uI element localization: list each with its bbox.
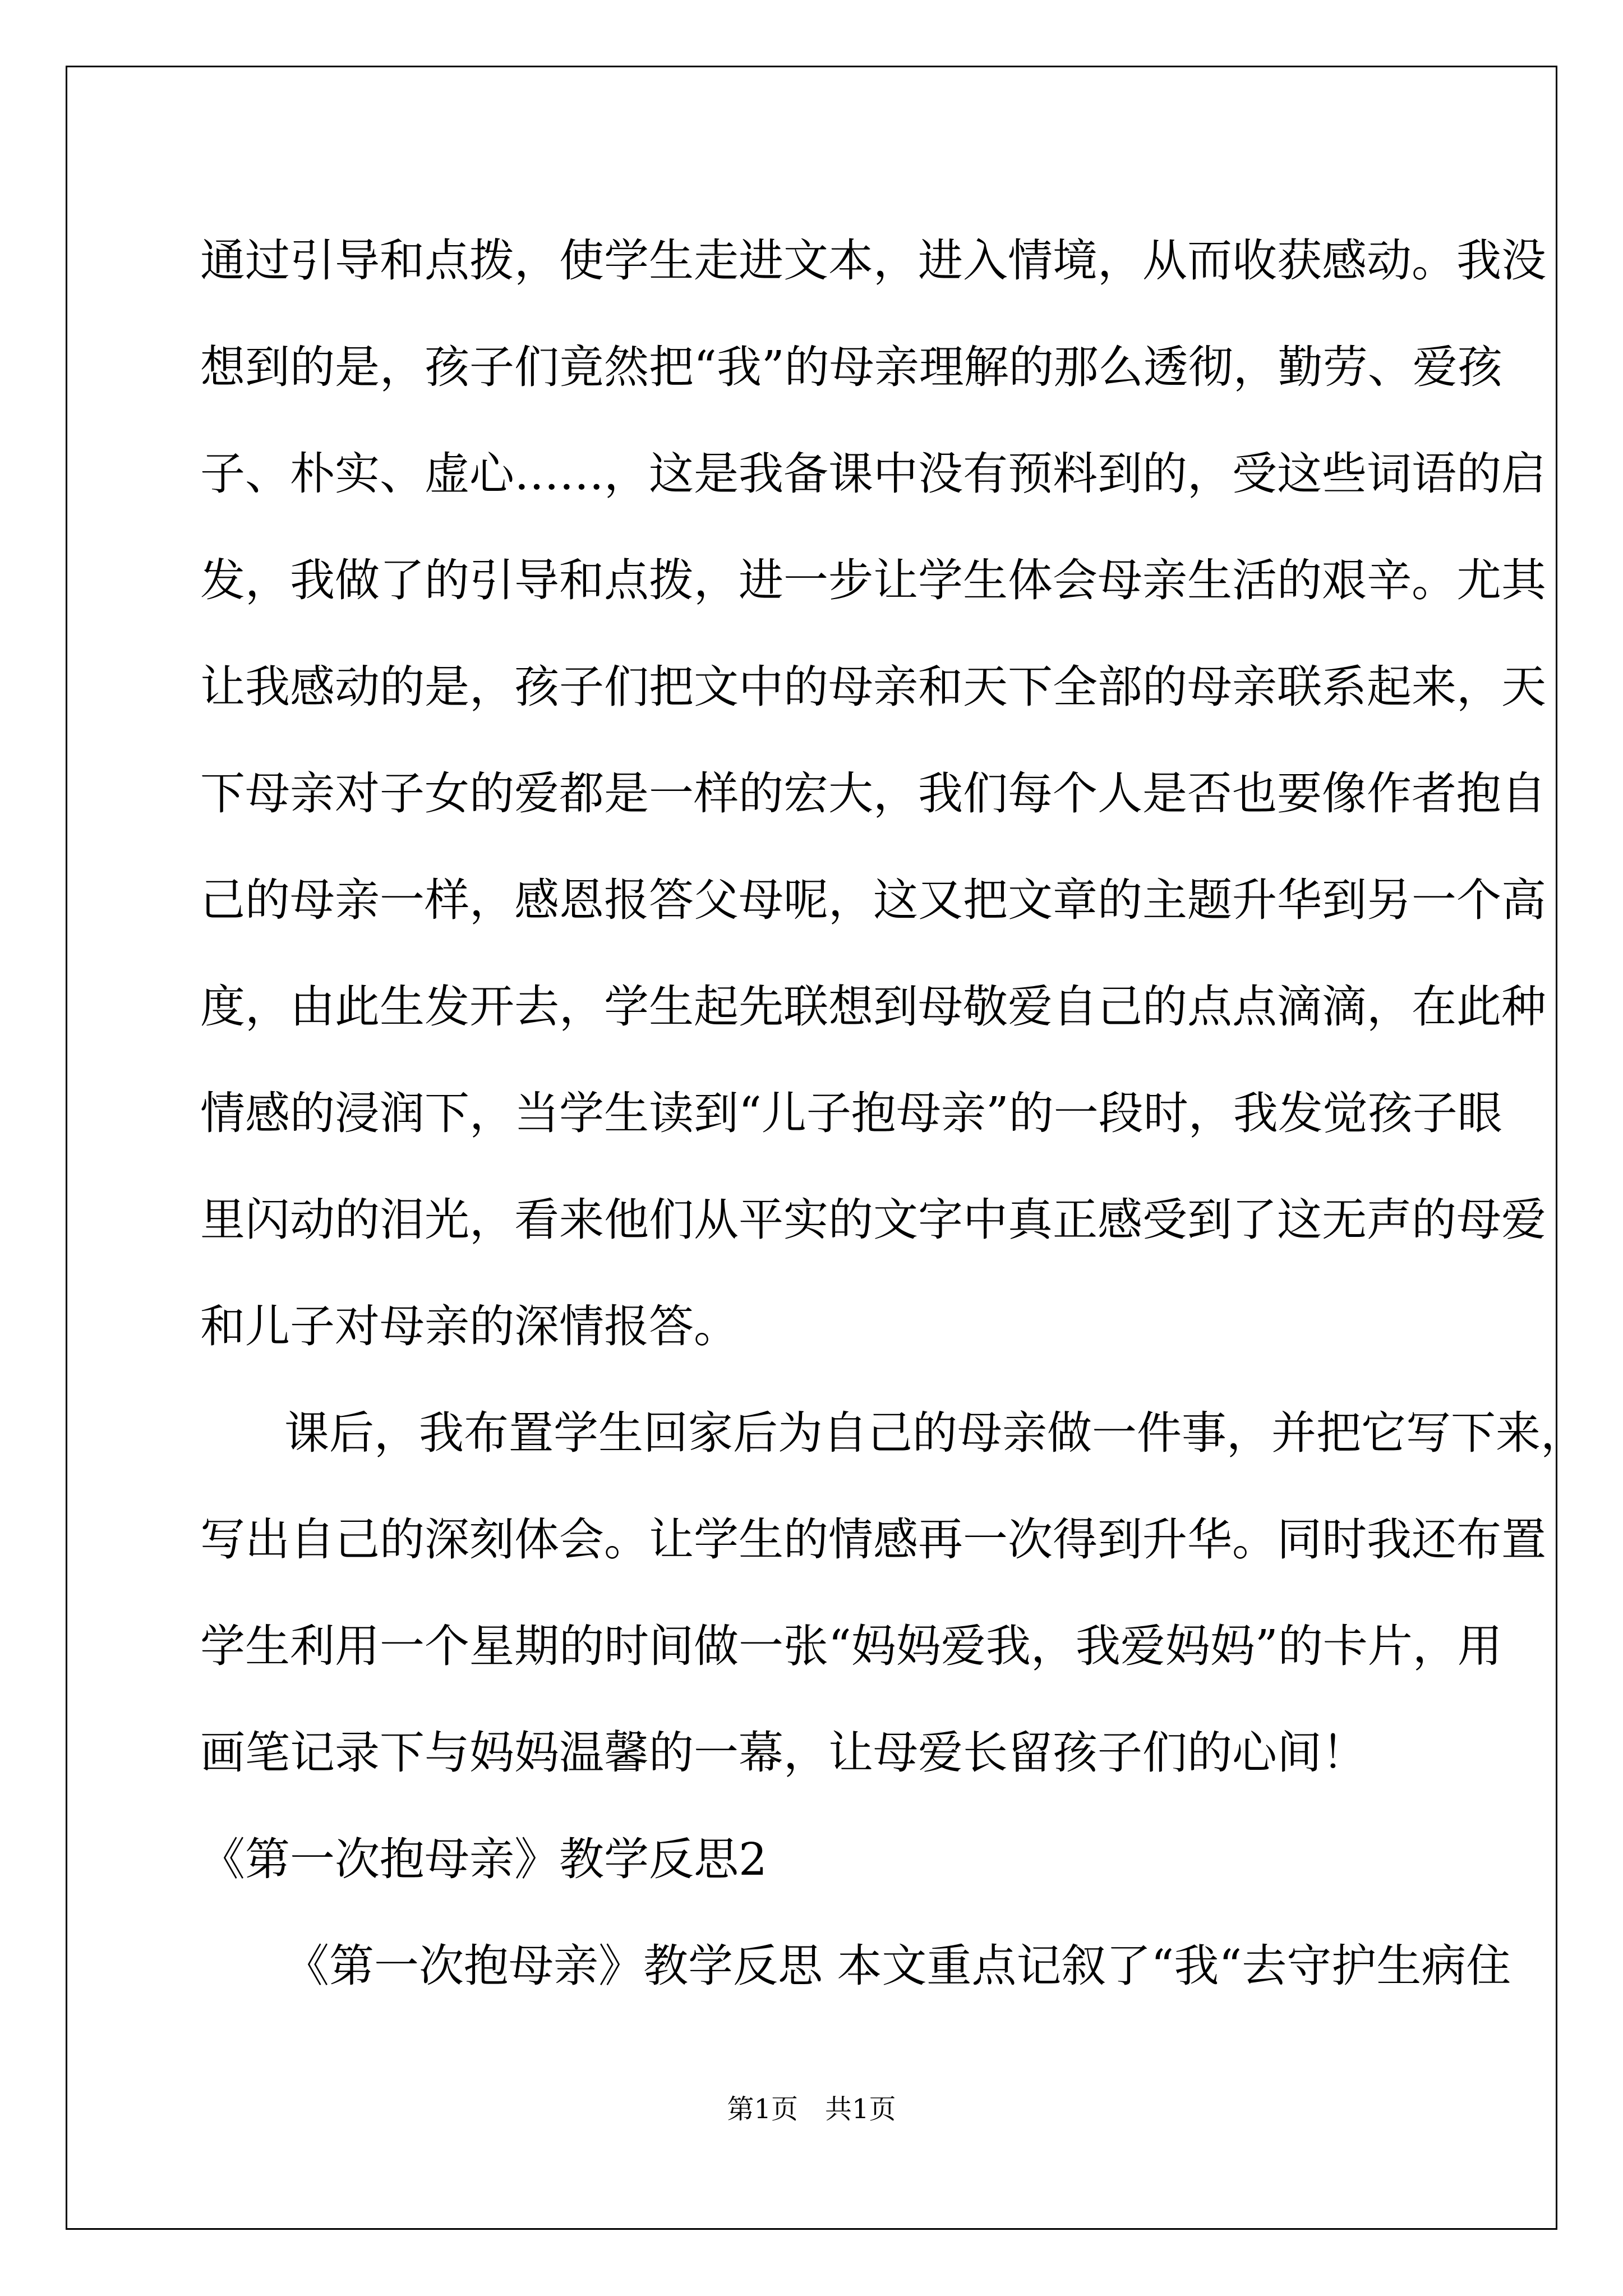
text-line: 《第一次抱母亲》教学反思 本文重点记叙了“我“去守护生病住 (284, 1940, 1511, 1992)
text-line: 课后，我布置学生回家后为自己的母亲做一件事，并把它写下来， (284, 1407, 1585, 1459)
text-line: 画笔记录下与妈妈温馨的一幕，让母爱长留孩子们的心间！ (200, 1727, 1367, 1779)
paragraph-3 (200, 1913, 1511, 2019)
text-line: 下母亲对子女的爱都是一样的宏大，我们每个人是否也要像作者抱自 (200, 767, 1546, 820)
section-heading: 《第一次抱母亲》教学反思2 (200, 1833, 767, 1885)
text-line: 发，我做了的引导和点拨，进一步让学生体会母亲生活的艰辛。尤其 (200, 554, 1546, 606)
text-line: 情感的浸润下，当学生读到“儿子抱母亲”的一段时，我发觉孩子眼 (200, 1087, 1502, 1139)
page-footer: 第1页 共1页 (727, 2093, 896, 2125)
text-line: 想到的是，孩子们竟然把“我”的母亲理解的那么透彻，勤劳、爱孩 (200, 341, 1502, 393)
text-line: 学生利用一个星期的时间做一张“妈妈爱我，我爱妈妈”的卡片，用 (200, 1620, 1502, 1672)
text-line: 己的母亲一样，感恩报答父母呢，这又把文章的主题升华到另一个高 (200, 874, 1546, 926)
text-line: 和儿子对母亲的深情报答。 (200, 1300, 739, 1352)
text-line: 度，由此生发开去，学生起先联想到母敬爱自己的点点滴滴，在此种 (200, 981, 1546, 1033)
text-line: 子、朴实、虚心……，这是我备课中没有预料到的，受这些词语的启 (200, 448, 1546, 500)
text-line: 里闪动的泪光，看来他们从平实的文字中真正感受到了这无声的母爱 (200, 1194, 1546, 1246)
text-line: 写出自己的深刻体会。让学生的情感再一次得到升华。同时我还布置 (200, 1513, 1546, 1566)
document-body (200, 208, 1585, 2019)
text-line: 通过引导和点拨，使学生走进文本，进入情境，从而收获感动。我没 (200, 234, 1546, 287)
paragraph-1 (200, 208, 1546, 1380)
paragraph-2 (200, 1380, 1585, 1806)
text-line: 让我感动的是，孩子们把文中的母亲和天下全部的母亲联系起来，天 (200, 661, 1546, 713)
